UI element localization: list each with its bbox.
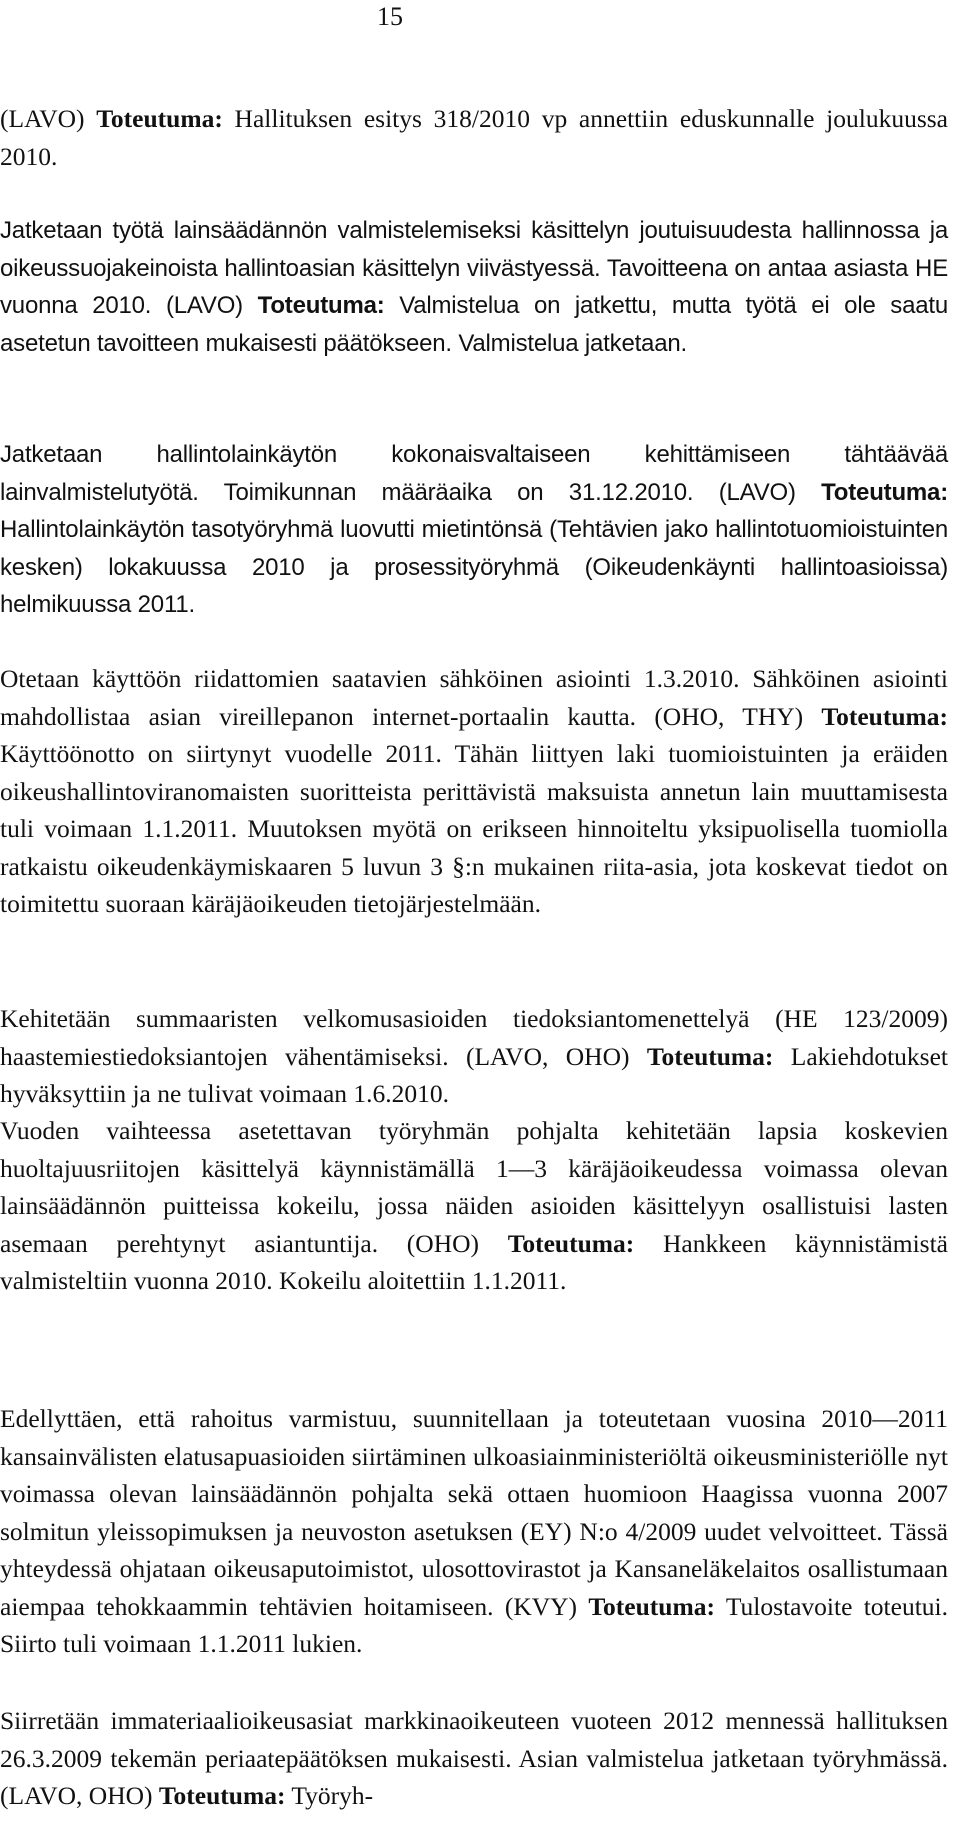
- paragraph-text: Hallituksen esitys 318/2010 vp annettiin eduskunnalle joulukuussa 2010.: [0, 104, 948, 171]
- paragraph-text: Jatketaan hallintolainkäytön kokonaisvaltaiseen kehittämiseen tähtäävää lainvalmistelutyötä. Toimikunnan määräaika on 31.12.2010. (LAVO): [0, 441, 948, 506]
- toteutuma-label: Toteutuma:: [821, 701, 948, 731]
- paragraph-text: Työryh-: [285, 1781, 374, 1810]
- toteutuma-label: Toteutuma:: [588, 1591, 715, 1621]
- paragraph-text: Vuoden vaihteessa asetettavan työryhmän pohjalta kehitetään lapsia koskevien huoltajuusriitojen käsittelyä käynnistämällä 1—3 käräjäoikeudessa voimassa olevan lainsäädännön puitteissa kokeilu, jossa näiden asioiden käsittelyyn osallistuisi lasten asemaan perehtynyt asiantuntija. (OHO): [0, 1116, 948, 1258]
- paragraph-text: Käyttöönotto on siirtynyt vuodelle 2011. Tähän liittyen laki tuomioistuinten ja eräiden oikeushallintoviranomaisten suoritteista perittävistä maksuista annetun lain muuttamisesta tuli voimaan 1.1.2011. Muutoksen myötä on erikseen hinnoiteltu yksipuolisella tuomiolla ratkaistu oikeudenkäymiskaaren 5 luvun 3 §:n mukainen riita-asia, jota koskevat tiedot on toimitettu suoraan käräjäoikeuden tietojärjestelmään.: [0, 739, 948, 918]
- paragraph-text: Hankkeen käynnistämistä valmisteltiin vuonna 2010. Kokeilu aloitettiin 1.1.2011.: [0, 1228, 948, 1295]
- paragraph-text: (LAVO): [0, 104, 97, 133]
- paragraph-ip-market-court: [0, 1702, 948, 1815]
- paragraph-text: Kehitetään summaaristen velkomusasioiden tiedoksiantomenettelyä (HE 123/2009) haastemiestiedoksiantojen vähentämiseksi. (LAVO, OHO): [0, 1004, 948, 1071]
- paragraph-text: Valmistelua on jatkettu, mutta työtä ei ole saatu asetetun tavoitteen mukaisesti päätökseen. Valmistelua jatketaan.: [0, 292, 948, 357]
- paragraph-text: Siirretään immateriaalioikeusasiat markkinaoikeuteen vuoteen 2012 mennessä hallituksen 26.3.2009 tekemän periaatepäätöksen mukaisesti. Asian valmistelua jatketaan työryhmässä. (LAVO, OHO): [0, 1706, 948, 1810]
- toteutuma-label: Toteutuma:: [646, 1041, 774, 1071]
- page-number: 15: [377, 2, 403, 31]
- paragraph-text: Jatketaan työtä lainsäädännön valmistelemiseksi käsittelyn joutuisuudesta hallinnossa ja oikeussuojakeinoista hallintoasian käsittelyn viivästyessä. Tavoitteena on antaa asiasta HE vuonna 2010. (LAVO): [0, 217, 948, 319]
- paragraph-administrative-judicial: [0, 436, 948, 624]
- toteutuma-label: Toteutuma:: [96, 104, 223, 133]
- paragraph-text: Lakiehdotukset hyväksyttiin ja ne tulivat voimaan 1.6.2010.: [0, 1041, 948, 1108]
- paragraph-administrative-procedure: [0, 212, 948, 362]
- toteutuma-label: Toteutuma:: [507, 1228, 635, 1258]
- paragraph-text: Tulostavoite toteutui. Siirto tuli voimaan 1.1.2011 lukien.: [0, 1591, 948, 1658]
- paragraph-text: Edellyttäen, että rahoitus varmistuu, suunnitellaan ja toteutetaan vuosina 2010—2011 kansainvälisten elatusapuasioiden siirtäminen ulkoasiainministeriöltä oikeusministeriölle nyt voimassa olevan lainsäädännön pohjalta sekä ottaen huomioon Haagissa vuonna 2007 solmitun yleissopimuksen ja neuvoston asetuksen (EY) N:o 4/2009 uudet velvoitteet. Tässä yhteydessä ohjataan oikeusaputoimistot, ulosottovirastot ja Kansaneläkelaitos osallistumaan aiempaa tehokkaammin tehtävien hoitamiseen. (KVY): [0, 1404, 948, 1621]
- paragraph-text: Otetaan käyttöön riidattomien saatavien sähköinen asiointi 1.3.2010. Sähköinen asiointi mahdollistaa asian vireillepanon internet-portaalin kautta. (OHO, THY): [0, 664, 948, 731]
- paragraph-text: Hallintolainkäytön tasotyöryhmä luovutti mietintönsä (Tehtävien jako hallintotuomioistuinten kesken) lokakuussa 2010 ja prosessityöryhmä (Oikeudenkäynti hallintoasioissa) helmikuussa 2011.: [0, 516, 948, 618]
- paragraph-summary-debt-collection: [0, 1000, 948, 1113]
- paragraph-international-maintenance: [0, 1400, 948, 1663]
- toteutuma-label: Toteutuma:: [158, 1781, 286, 1810]
- toteutuma-label: Toteutuma:: [821, 478, 948, 506]
- paragraph-custody-disputes: [0, 1112, 948, 1300]
- paragraph-lavo-government-bill: [0, 100, 948, 175]
- toteutuma-label: Toteutuma:: [257, 292, 385, 319]
- paragraph-electronic-filing: [0, 660, 948, 923]
